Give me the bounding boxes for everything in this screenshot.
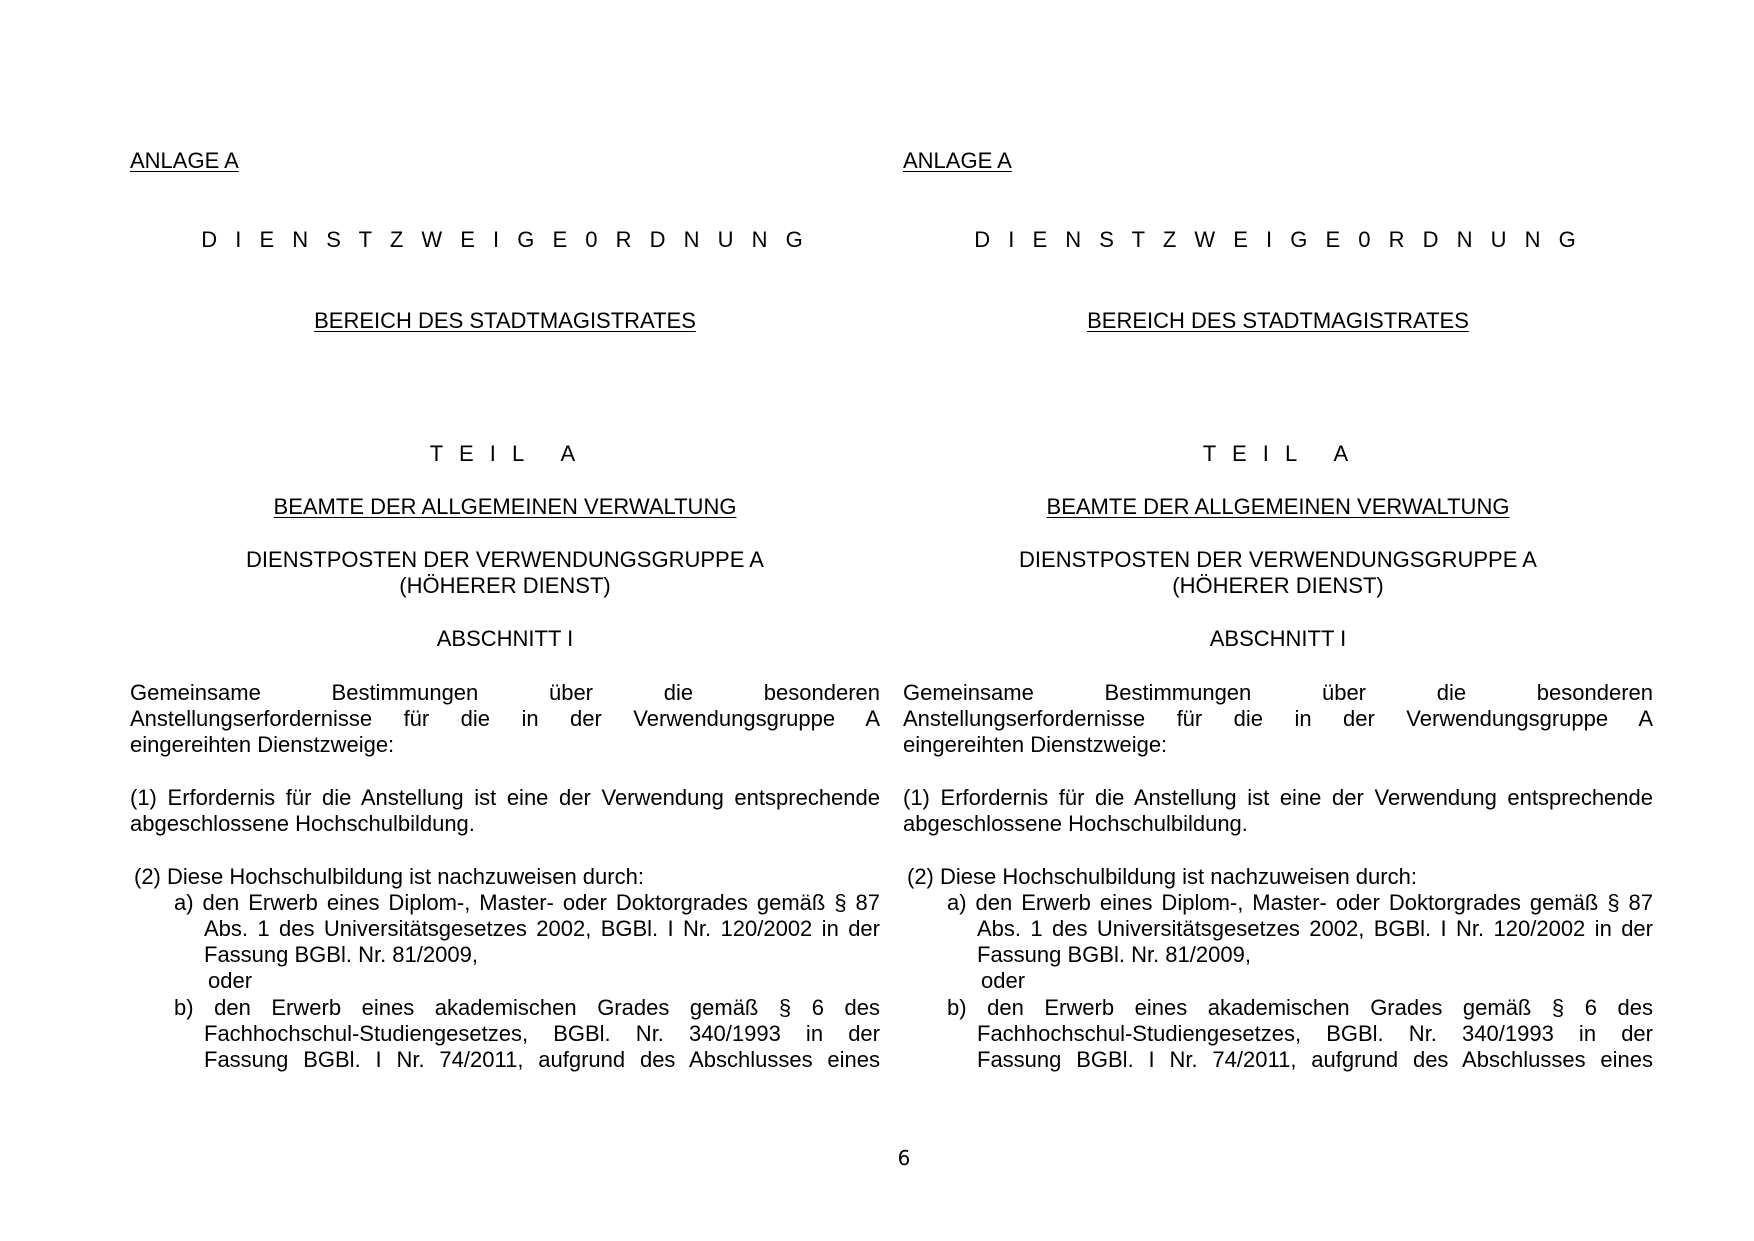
item-a-line-2: Abs. 1 des Universitätsgesetzes 2002, BGBl. I Nr. 120/2002 in der — [204, 916, 880, 941]
dienstzweigeordnung-title: D I E N S T Z W E I G E 0 R D N U N G — [974, 227, 1582, 252]
intro-line-3: eingereihten Dienstzweige: — [130, 732, 395, 757]
item-a-line-1: a) den Erwerb eines Diplom-, Master- oder Doktorgrades gemäß § 87 — [947, 890, 1653, 915]
dienstposten-heading: DIENSTPOSTEN DER VERWENDUNGSGRUPPE A — [1019, 547, 1537, 572]
oder-text: oder — [981, 968, 1026, 993]
teil-heading: T E I L A — [429, 441, 581, 466]
dienstposten-heading: DIENSTPOSTEN DER VERWENDUNGSGRUPPE A — [246, 547, 764, 572]
item-a-line-3: Fassung BGBl. Nr. 81/2009, — [977, 942, 1251, 967]
right-column — [903, 0, 1653, 1241]
item-b-line-2: Fachhochschul-Studiengesetzes, BGBl. Nr. 340/1993 in der — [204, 1021, 880, 1046]
paragraph-2-intro: (2) Diese Hochschulbildung ist nachzuweisen durch: — [134, 864, 644, 889]
item-b-line-2: Fachhochschul-Studiengesetzes, BGBl. Nr. 340/1993 in der — [977, 1021, 1653, 1046]
bereich-heading: BEREICH DES STADTMAGISTRATES — [314, 308, 696, 333]
abschnitt-heading: ABSCHNITT I — [1209, 626, 1347, 651]
intro-line-3: eingereihten Dienstzweige: — [903, 732, 1168, 757]
paragraph-1-line-2: abgeschlossene Hochschulbildung. — [903, 811, 1248, 836]
dienstzweigeordnung-title: D I E N S T Z W E I G E 0 R D N U N G — [201, 227, 809, 252]
item-a-line-2: Abs. 1 des Universitätsgesetzes 2002, BGBl. I Nr. 120/2002 in der — [977, 916, 1653, 941]
beamte-heading: BEAMTE DER ALLGEMEINEN VERWALTUNG — [1046, 494, 1510, 519]
page-number: 6 — [897, 1146, 911, 1170]
left-column — [130, 0, 880, 1241]
intro-line-2: Anstellungserfordernisse für die in der Verwendungsgruppe A — [903, 706, 1653, 731]
teil-heading: T E I L A — [1202, 441, 1354, 466]
abschnitt-heading: ABSCHNITT I — [436, 626, 574, 651]
hoeherer-dienst-heading: (HÖHERER DIENST) — [399, 573, 611, 598]
item-b-line-3: Fassung BGBl. I Nr. 74/2011, aufgrund des Abschlusses eines — [977, 1047, 1653, 1072]
bereich-heading: BEREICH DES STADTMAGISTRATES — [1087, 308, 1469, 333]
oder-text: oder — [208, 968, 253, 993]
anlage-heading: ANLAGE A — [130, 148, 239, 173]
paragraph-2-intro: (2) Diese Hochschulbildung ist nachzuweisen durch: — [907, 864, 1417, 889]
paragraph-1-line-1: (1) Erfordernis für die Anstellung ist eine der Verwendung entsprechende — [903, 785, 1653, 810]
intro-line-1: Gemeinsame Bestimmungen über die besonderen — [903, 680, 1653, 705]
anlage-heading: ANLAGE A — [903, 148, 1012, 173]
intro-line-1: Gemeinsame Bestimmungen über die besonderen — [130, 680, 880, 705]
item-a-line-3: Fassung BGBl. Nr. 81/2009, — [204, 942, 478, 967]
hoeherer-dienst-heading: (HÖHERER DIENST) — [1172, 573, 1384, 598]
item-b-line-1: b) den Erwerb eines akademischen Grades gemäß § 6 des — [947, 995, 1653, 1020]
paragraph-1-line-2: abgeschlossene Hochschulbildung. — [130, 811, 475, 836]
item-a-line-1: a) den Erwerb eines Diplom-, Master- oder Doktorgrades gemäß § 87 — [174, 890, 880, 915]
item-b-line-1: b) den Erwerb eines akademischen Grades gemäß § 6 des — [174, 995, 880, 1020]
beamte-heading: BEAMTE DER ALLGEMEINEN VERWALTUNG — [273, 494, 737, 519]
paragraph-1-line-1: (1) Erfordernis für die Anstellung ist eine der Verwendung entsprechende — [130, 785, 880, 810]
item-b-line-3: Fassung BGBl. I Nr. 74/2011, aufgrund des Abschlusses eines — [204, 1047, 880, 1072]
intro-line-2: Anstellungserfordernisse für die in der Verwendungsgruppe A — [130, 706, 880, 731]
